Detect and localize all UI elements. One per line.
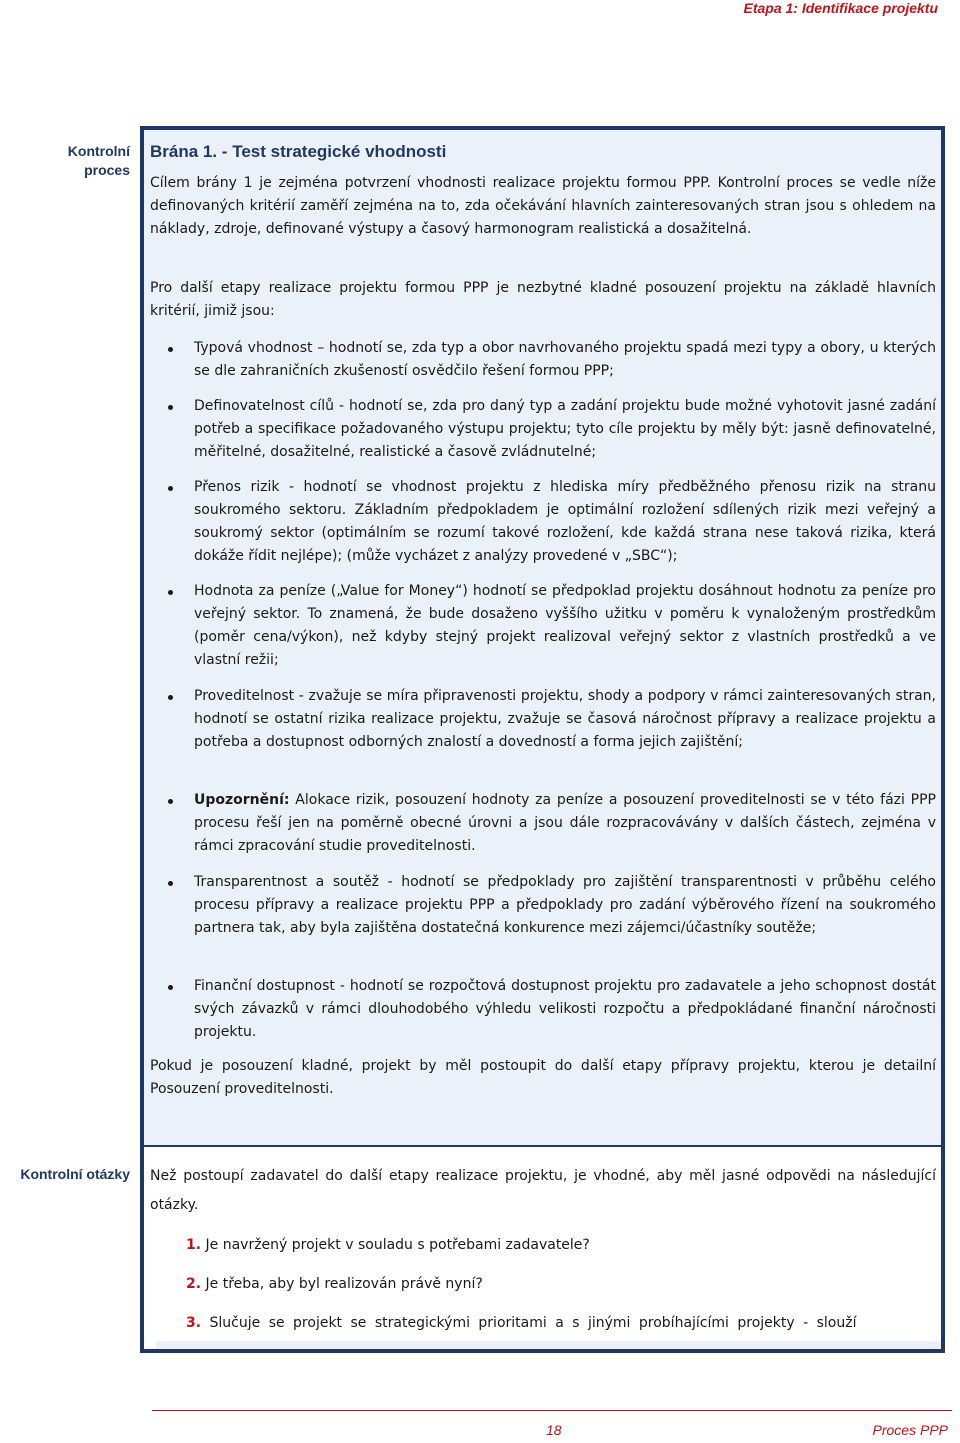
list-item-text: Hodnota za peníze („Value for Money“) hodnotí se předpoklad projektu dosáhnout hodnotu za peníze pro veřejný sektor. To znamená, že bude dosaženo vyššího užitku v poměru k vynaloženým prostředkům (poměr cena/výkon), než kdyby stejný projekt realizoval veřejný sektor z vlastních prostředků a ve vlastní režii;	[194, 583, 936, 668]
question-number: 2.	[186, 1276, 202, 1292]
question-number: 1.	[186, 1237, 202, 1253]
question-text: Je navržený projekt v souladu s potřebami zadavatele?	[205, 1237, 590, 1253]
list-item-text: Definovatelnost cílů - hodnotí se, zda pro daný typ a zadání projektu bude možné vyhotovit jasné zadání potřeb a specifikace požadovaného výstupu projektu; tyto cíle projektu by měly být: jasně definovatelné, měřitelné, dosažitelné, realistické a časově zvládnutelné;	[194, 398, 936, 460]
list-item	[150, 789, 936, 858]
footer-divider	[152, 1410, 952, 1411]
question-item	[186, 1313, 936, 1333]
sidebar-label-line2: proces	[84, 162, 130, 178]
sidebar-label-questions: Kontrolní otázky	[20, 1166, 130, 1182]
footer-page-number: 18	[546, 1422, 562, 1438]
list-item-text	[194, 789, 936, 858]
list-item	[150, 476, 936, 568]
list-item-text: Proveditelnost - zvažuje se míra připravenosti projektu, shody a podpory v rámci zainteresovaných stran, hodnotí se ostatní rizika realizace projektu, zvažuje se časová náročnost přípravy a realizace projektu a potřeba a dostupnost odborných znalostí a dovedností a forma jejich zajištění;	[194, 688, 936, 750]
running-header-title: Etapa 1: Identifikace projektu	[743, 0, 938, 16]
bullet-icon	[168, 590, 173, 595]
bullet-icon	[168, 695, 173, 700]
question-text: Slučuje se projekt se strategickými prioritami a s jinými probíhajícími projekty - slouží	[209, 1315, 857, 1331]
list-item	[150, 337, 936, 383]
question-item	[186, 1274, 936, 1294]
list-item	[150, 395, 936, 464]
bullet-icon	[168, 881, 173, 886]
bullet-icon	[168, 486, 173, 491]
question-item	[186, 1235, 936, 1255]
list-item	[150, 685, 936, 754]
list-item-text: Typová vhodnost – hodnotí se, zda typ a obor navrhovaného projektu spadá mezi typy a obory, u kterých se dle zahraničních zkušeností osvědčilo řešení formou PPP;	[194, 340, 936, 379]
sidebar-label-control-process	[0, 142, 130, 180]
list-item-text: Transparentnost a soutěž - hodnotí se předpoklady pro zajištění transparentnosti v průběhu celého procesu přípravy a realizace projektu PPP a předpoklady pro zadání výběrového řízení na soukromého partnera tak, aby byla zajištěna dostatečná konkurence mezi zájemci/účastníky soutěže;	[194, 874, 936, 936]
warning-label: Upozornění:	[194, 792, 290, 808]
warning-text: Alokace rizik, posouzení hodnoty za peníze a posouzení proveditelnosti se v této fázi PPP procesu řeší jen na poměrně obecné úrovni a jsou dále rozpracovávány v dalších částech, zejména v rámci zpracování studie proveditelnosti.	[194, 792, 936, 854]
list-item	[150, 580, 936, 672]
questions-intro-paragraph: Než postoupí zadavatel do další etapy realizace projektu, je vhodné, aby měl jasné odpovědi na následující otázky.	[150, 1168, 936, 1213]
list-item-text: Přenos rizik - hodnotí se vhodnost projektu z hlediska míry předběžného přenosu rizik na stranu soukromého sektoru. Základním předpokladem je optimální rozložení sdílených rizik mezi veřejný a soukromý sektor (optimálním se rozumí takové rozložení, kde každá strana nese taková rizika, která dokáže řídit nejlépe); (může vycházet z analýzy provedené v „SBC“);	[194, 479, 936, 564]
questions-box-band	[156, 1341, 941, 1349]
bullet-icon	[168, 799, 173, 804]
bullet-icon	[168, 405, 173, 410]
bullet-icon	[168, 347, 173, 352]
sidebar-label-line1: Kontrolní	[67, 143, 130, 159]
footer-title: Proces PPP	[872, 1422, 948, 1438]
gate-intro-paragraph: Cílem brány 1 je zejména potvrzení vhodnosti realizace projektu formou PPP. Kontrolní proces se vedle níže definovaných kritérií zaměří zejména na to, zda očekávání hlavních zainteresovaných stran jsou s ohledem na náklady, zdroje, definované výstupy a časový harmonogram realistická a dosažitelná.	[150, 175, 936, 237]
list-item	[150, 975, 936, 1044]
conclusion-paragraph: Pokud je posouzení kladné, projekt by měl postoupit do další etapy přípravy projektu, kterou je detailní Posouzení proveditelnosti.	[150, 1058, 936, 1097]
bullet-icon	[168, 985, 173, 990]
criteria-intro-paragraph: Pro další etapy realizace projektu formou PPP je nezbytné kladné posouzení projektu na základě hlavních kritérií, jimiž jsou:	[150, 280, 936, 319]
list-item	[150, 871, 936, 940]
list-item-text: Finanční dostupnost - hodnotí se rozpočtová dostupnost projektu pro zadavatele a jeho schopnost dostát svých závazků v rámci dlouhodobého výhledu velikosti rozpočtu a předpokládané finanční náročnosti projektu.	[194, 978, 936, 1040]
gate-title: Brána 1. - Test strategické vhodnosti	[150, 142, 447, 161]
question-text: Je třeba, aby byl realizován právě nyní?	[205, 1276, 483, 1292]
question-number: 3.	[186, 1315, 202, 1331]
